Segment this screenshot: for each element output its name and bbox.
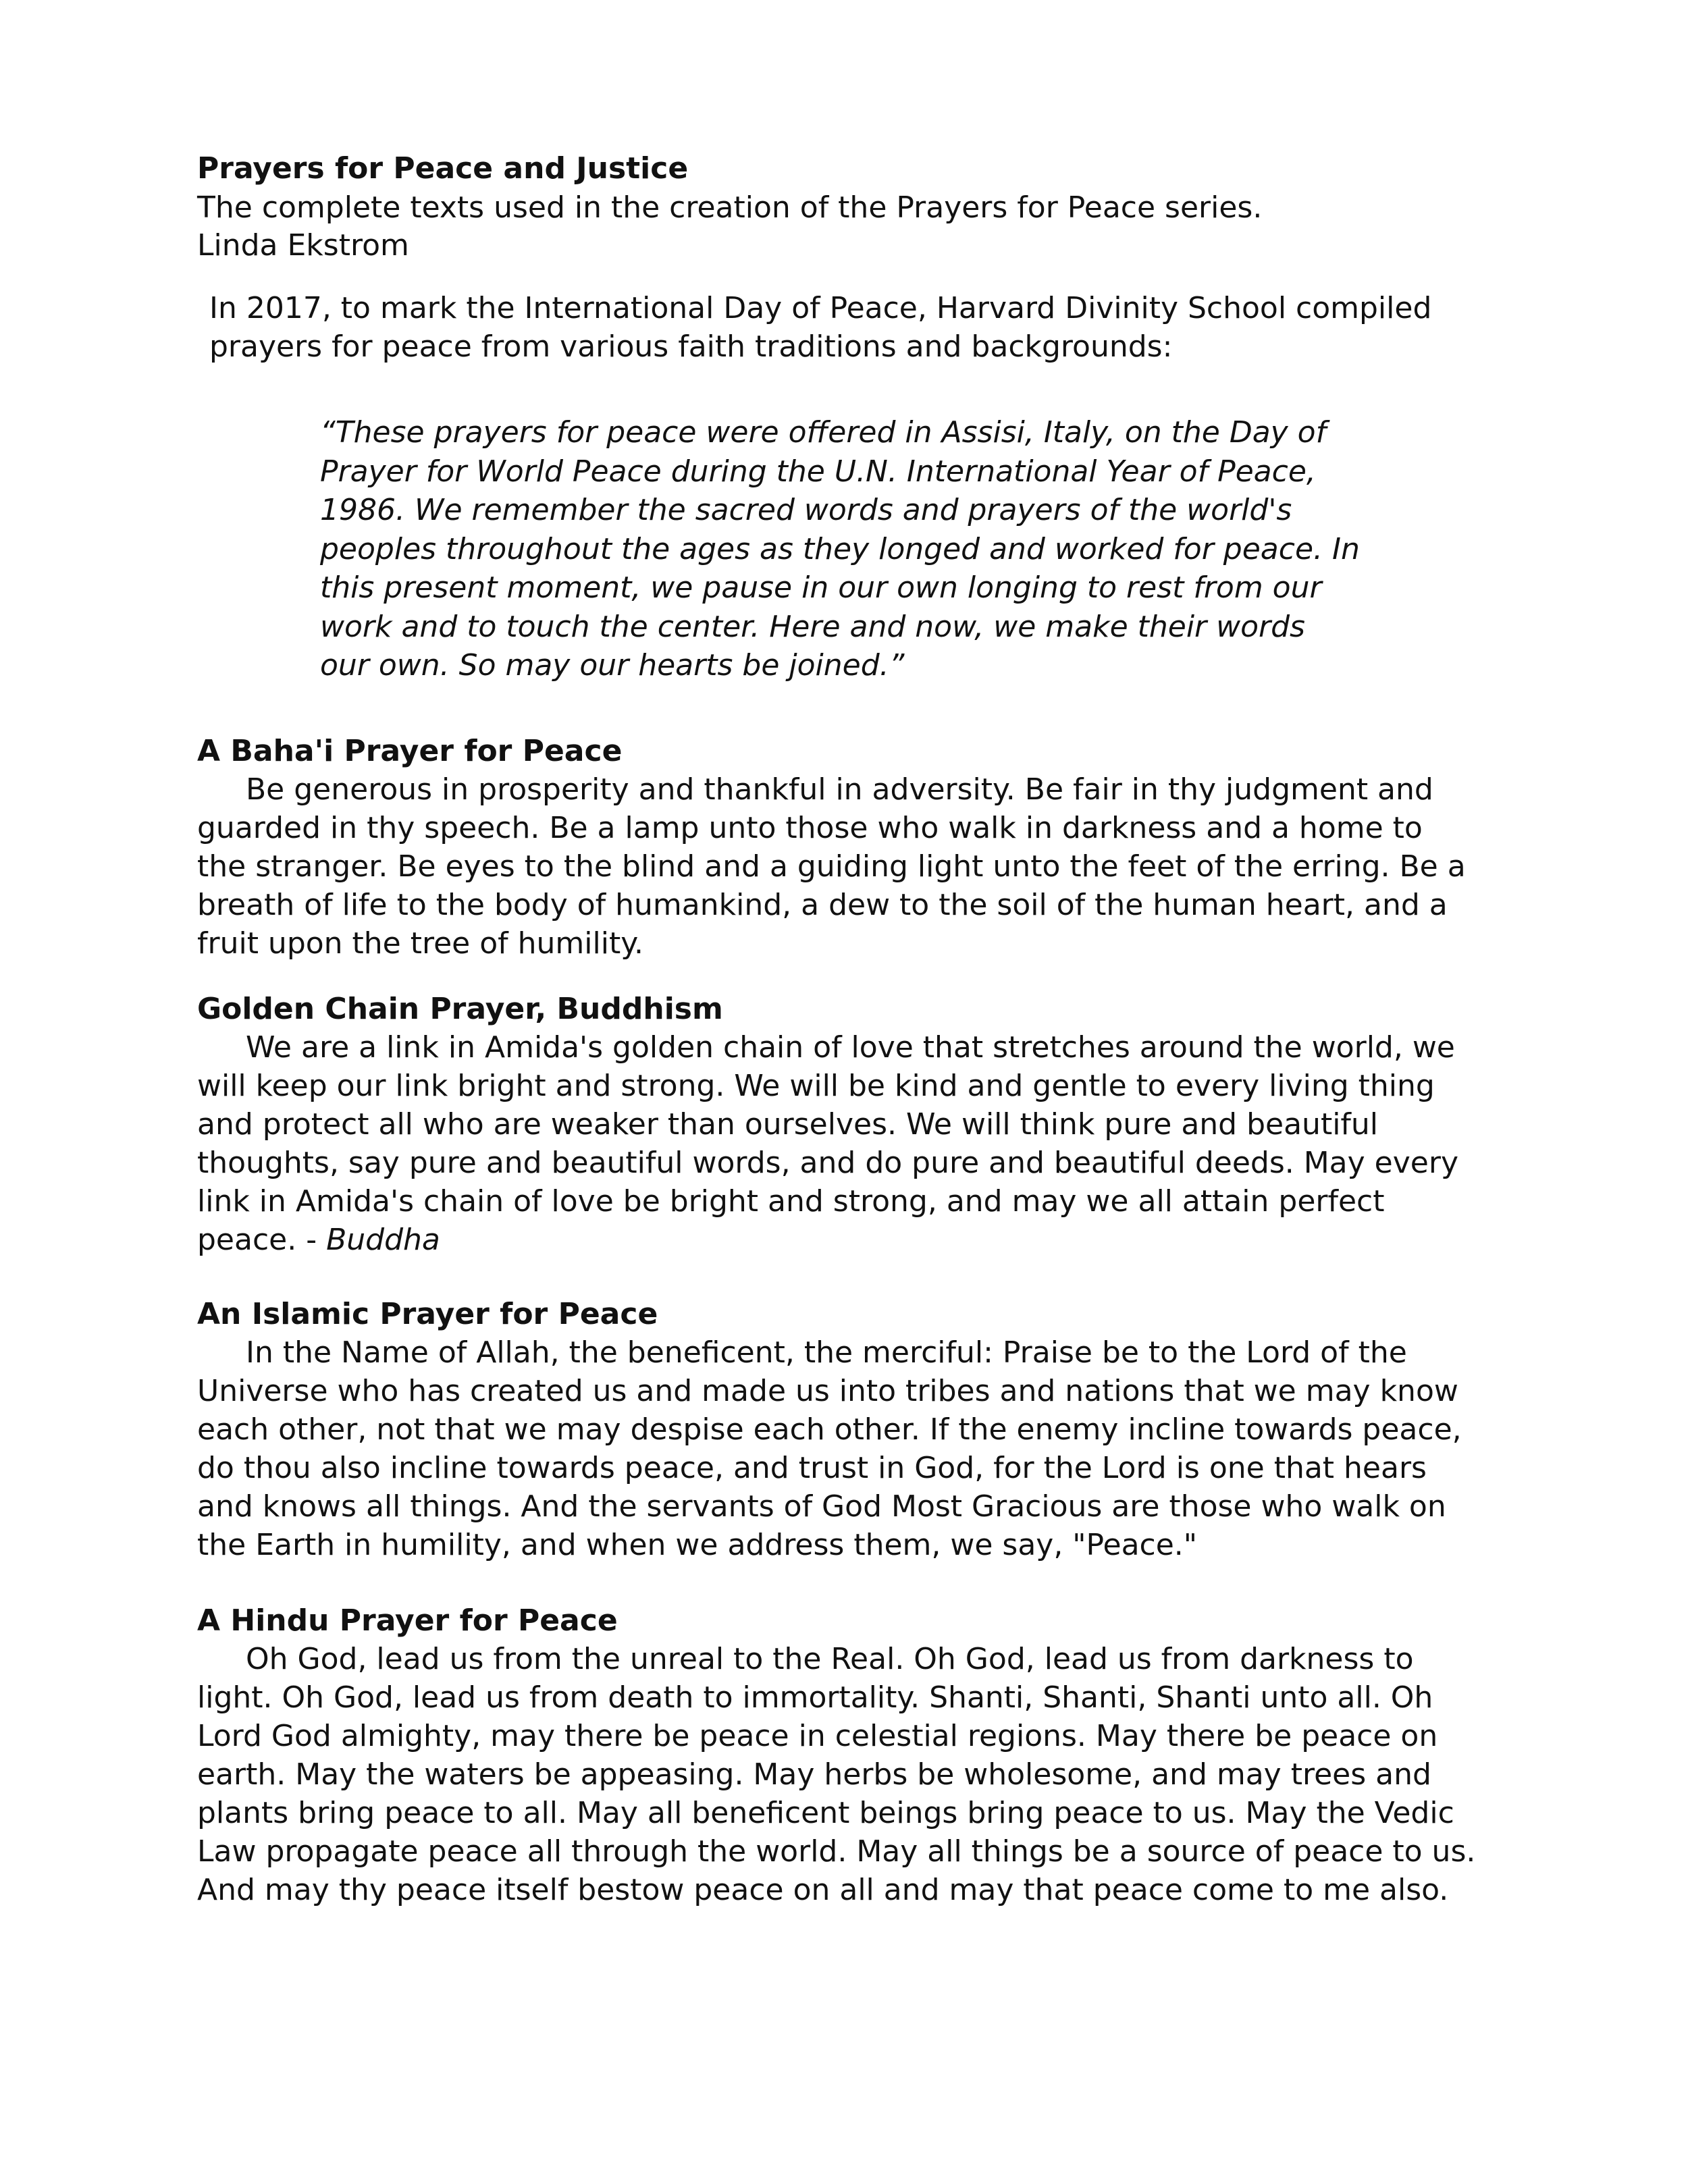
section-heading: An Islamic Prayer for Peace bbox=[197, 1297, 658, 1331]
document-author: Linda Ekstrom bbox=[197, 228, 409, 263]
section-body: In the Name of Allah, the beneficent, the merciful: Praise be to the Lord of the Universe who has created us and made us into tribes and nations that we may know each other, not that we may despise each other. If the enemy incline towards peace, do thou also incline towards peace, and trust in God, for the Lord is one that hears and knows all things. And the servants of God Most Gracious are those who walk on the Earth in humility, and when we address them, we say, "Peace." bbox=[197, 1335, 1462, 1562]
document-subtitle: The complete texts used in the creation of the Prayers for Peace series. bbox=[197, 190, 1263, 225]
section-heading: A Baha'i Prayer for Peace bbox=[197, 734, 623, 768]
buddhism-prayer-section bbox=[197, 990, 1480, 1259]
section-body: Oh God, lead us from the unreal to the Real. Oh God, lead us from darkness to light. Oh God, lead us from death to immortality. Shanti, Shanti, Shanti unto all. Oh Lord God almighty, may there be peace in celestial regions. May there be peace on earth. May the waters be appeasing. May herbs be wholesome, and may trees and plants bring peace to all. May all beneficent beings bring peace to us. May the Vedic Law propagate peace all through the world. May all things be a source of peace to us. And may thy peace itself bestow peace on all and may that peace come to me also. bbox=[197, 1642, 1476, 1907]
section-heading: A Hindu Prayer for Peace bbox=[197, 1603, 618, 1638]
section-body-text: We are a link in Amida's golden chain of love that stretches around the world, we will keep our link bright and strong. We will be kind and gentle to every living thing and protect all who are weaker than ourselves. We will think pure and beautiful thoughts, say pure and beautiful words, and do pure and beautiful deeds. May every link in Amida's chain of love be bright and strong, and may we all attain perfect peace. - bbox=[197, 1030, 1458, 1257]
hindu-prayer-section bbox=[197, 1601, 1480, 1909]
section-heading: Golden Chain Prayer, Buddhism bbox=[197, 992, 723, 1026]
bahai-prayer-section bbox=[197, 732, 1480, 963]
assisi-quote: “These prayers for peace were offered in Assisi, Italy, on the Day of Prayer for World Peace during the U.N. International Year of Peace, 1986. We remember the sacred words and prayers of the world's peoples throughout the ages as they longed and worked for peace. In this present moment, we pause in our own longing to rest from our work and to touch the center. Here and now, we make their words our own. So may our hearts be joined.” bbox=[320, 415, 1360, 683]
section-body: Be generous in prosperity and thankful in adversity. Be fair in thy judgment and guarded in thy speech. Be a lamp unto those who walk in darkness and a home to the stranger. Be eyes to the blind and a guiding light unto the feet of the erring. Be a breath of life to the body of humankind, a dew to the soil of the human heart, and a fruit upon the tree of humility. bbox=[197, 772, 1466, 961]
section-body bbox=[197, 1028, 1480, 1259]
intro-paragraph: In 2017, to mark the International Day of Peace, Harvard Divinity School compiled prayers for peace from various faith traditions and backgrounds: bbox=[209, 291, 1432, 364]
prayer-attribution: Buddha bbox=[326, 1223, 440, 1257]
islamic-prayer-section bbox=[197, 1295, 1480, 1564]
document-title: Prayers for Peace and Justice bbox=[197, 151, 689, 186]
